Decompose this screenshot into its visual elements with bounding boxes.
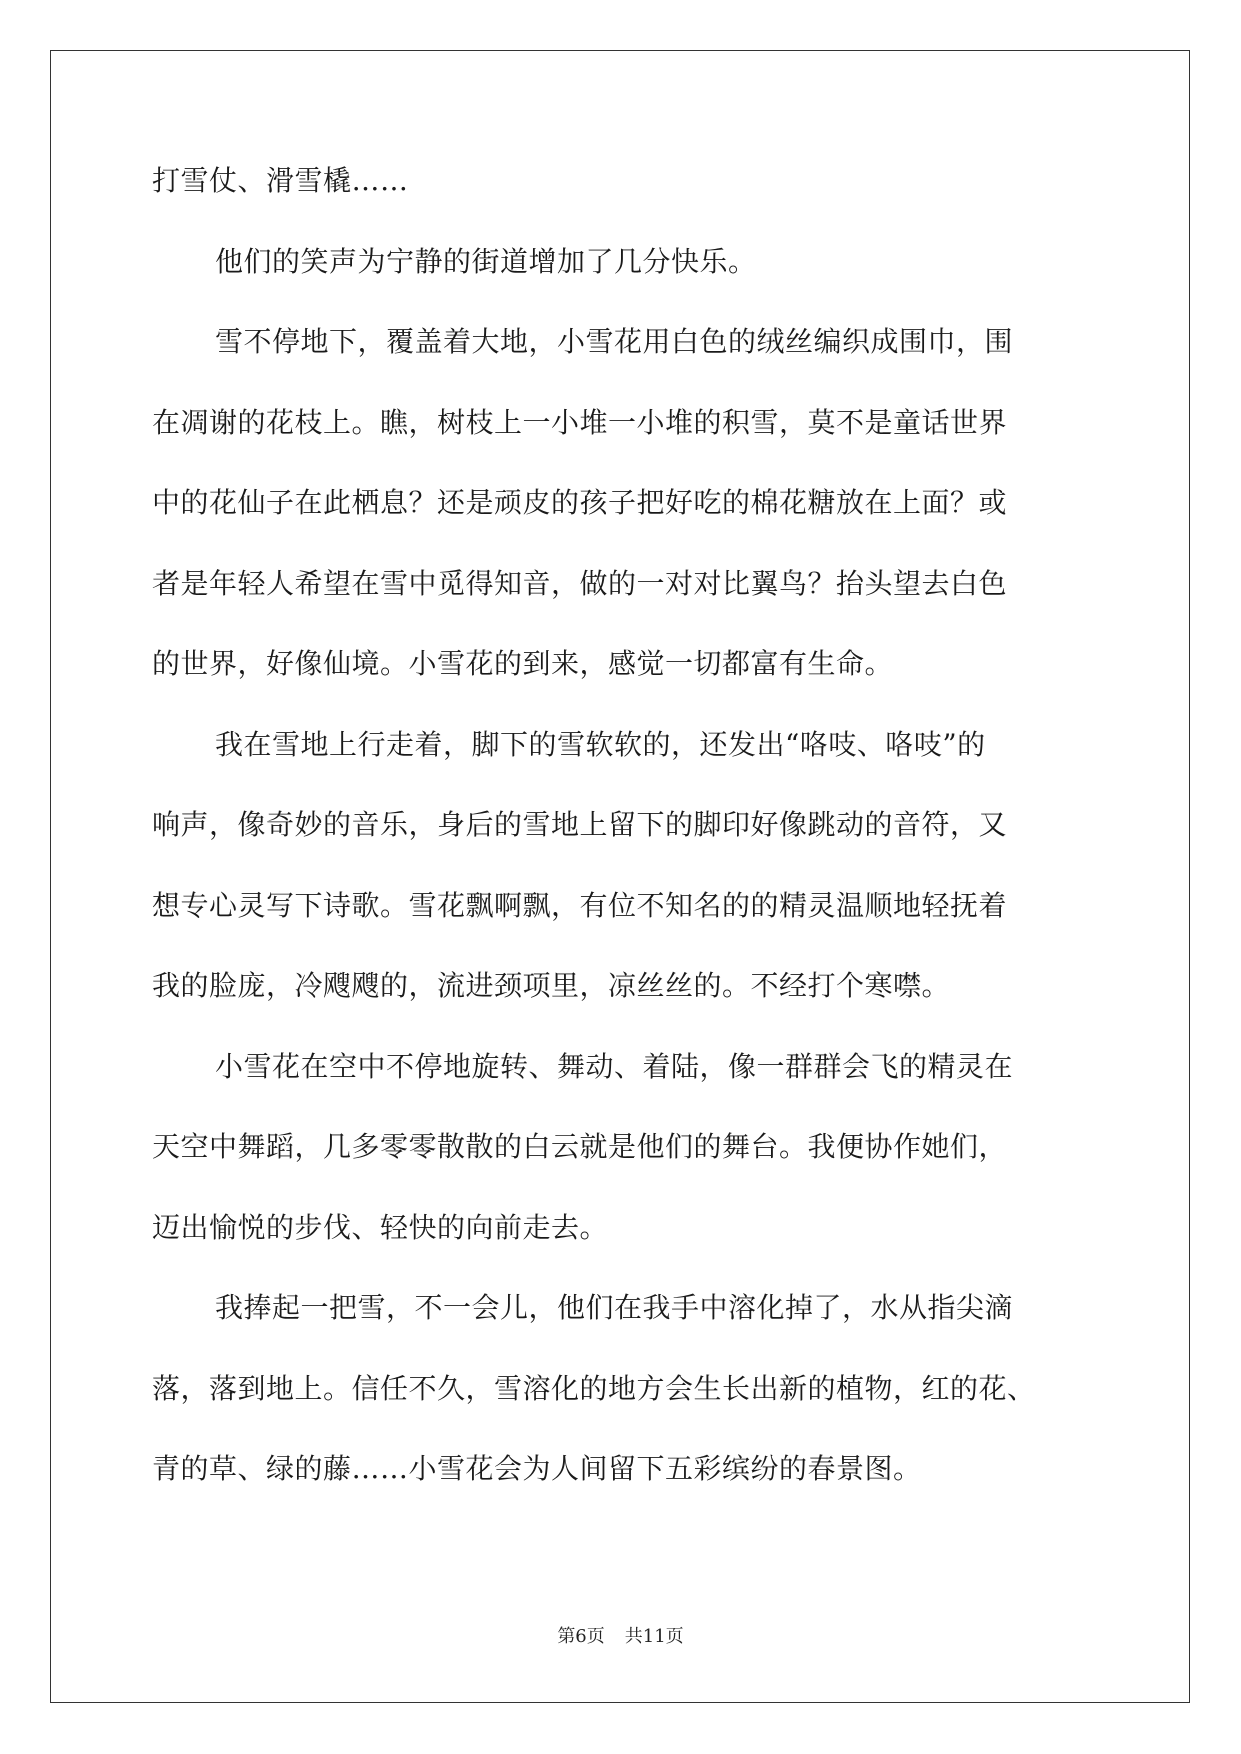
- text-line: 响声，像奇妙的音乐，身后的雪地上留下的脚印好像跳动的音符，又: [152, 808, 1008, 841]
- page-number-total: 共11页: [624, 1626, 684, 1647]
- text-line: 落，落到地上。信任不久，雪溶化的地方会生长出新的植物，红的花、: [152, 1371, 1036, 1405]
- text-line: 天空中舞蹈，几多零零散散的白云就是他们的舞台。我便协作她们，: [152, 1130, 1008, 1163]
- text-line: 中的花仙子在此栖息？还是顽皮的孩子把好吃的棉花糖放在上面？或: [152, 486, 1008, 519]
- paragraph-start: 他们的笑声为宁静的街道增加了几分快乐。: [215, 244, 757, 278]
- text-line: 打雪仗、滑雪橇……: [152, 164, 409, 197]
- text-line: 迈出愉悦的步伐、轻快的向前走去。: [152, 1210, 609, 1244]
- text-line: 的世界，好像仙境。小雪花的到来，感觉一切都富有生命。: [152, 647, 894, 680]
- text-line: 青的草、绿的藤……小雪花会为人间留下五彩缤纷的春景图。: [152, 1452, 922, 1485]
- paragraph-start: 我在雪地上行走着，脚下的雪软软的，还发出“咯吱、咯吱”的: [215, 727, 986, 761]
- text-line: 者是年轻人希望在雪中觅得知音，做的一对对比翼鸟？抬头望去白色: [152, 566, 1008, 600]
- page-footer: [0, 1622, 1241, 1648]
- text-line: 想专心灵写下诗歌。雪花飘啊飘，有位不知名的的精灵温顺地轻抚着: [152, 888, 1008, 922]
- paragraph-start: 我捧起一把雪，不一会儿，他们在我手中溶化掉了，水从指尖滴: [215, 1291, 1014, 1324]
- text-line: 在凋谢的花枝上。瞧，树枝上一小堆一小堆的积雪，莫不是童话世界: [152, 405, 1008, 439]
- text-line: 我的脸庞，冷飕飕的，流进颈项里，凉丝丝的。不经打个寒噤。: [152, 969, 951, 1002]
- paragraph-start: 雪不停地下，覆盖着大地，小雪花用白色的绒丝编织成围巾，围: [215, 325, 1014, 358]
- page-number-current: 第6页: [557, 1626, 605, 1647]
- paragraph-start: 小雪花在空中不停地旋转、舞动、着陆，像一群群会飞的精灵在: [215, 1049, 1014, 1083]
- document-body: [152, 163, 1088, 1532]
